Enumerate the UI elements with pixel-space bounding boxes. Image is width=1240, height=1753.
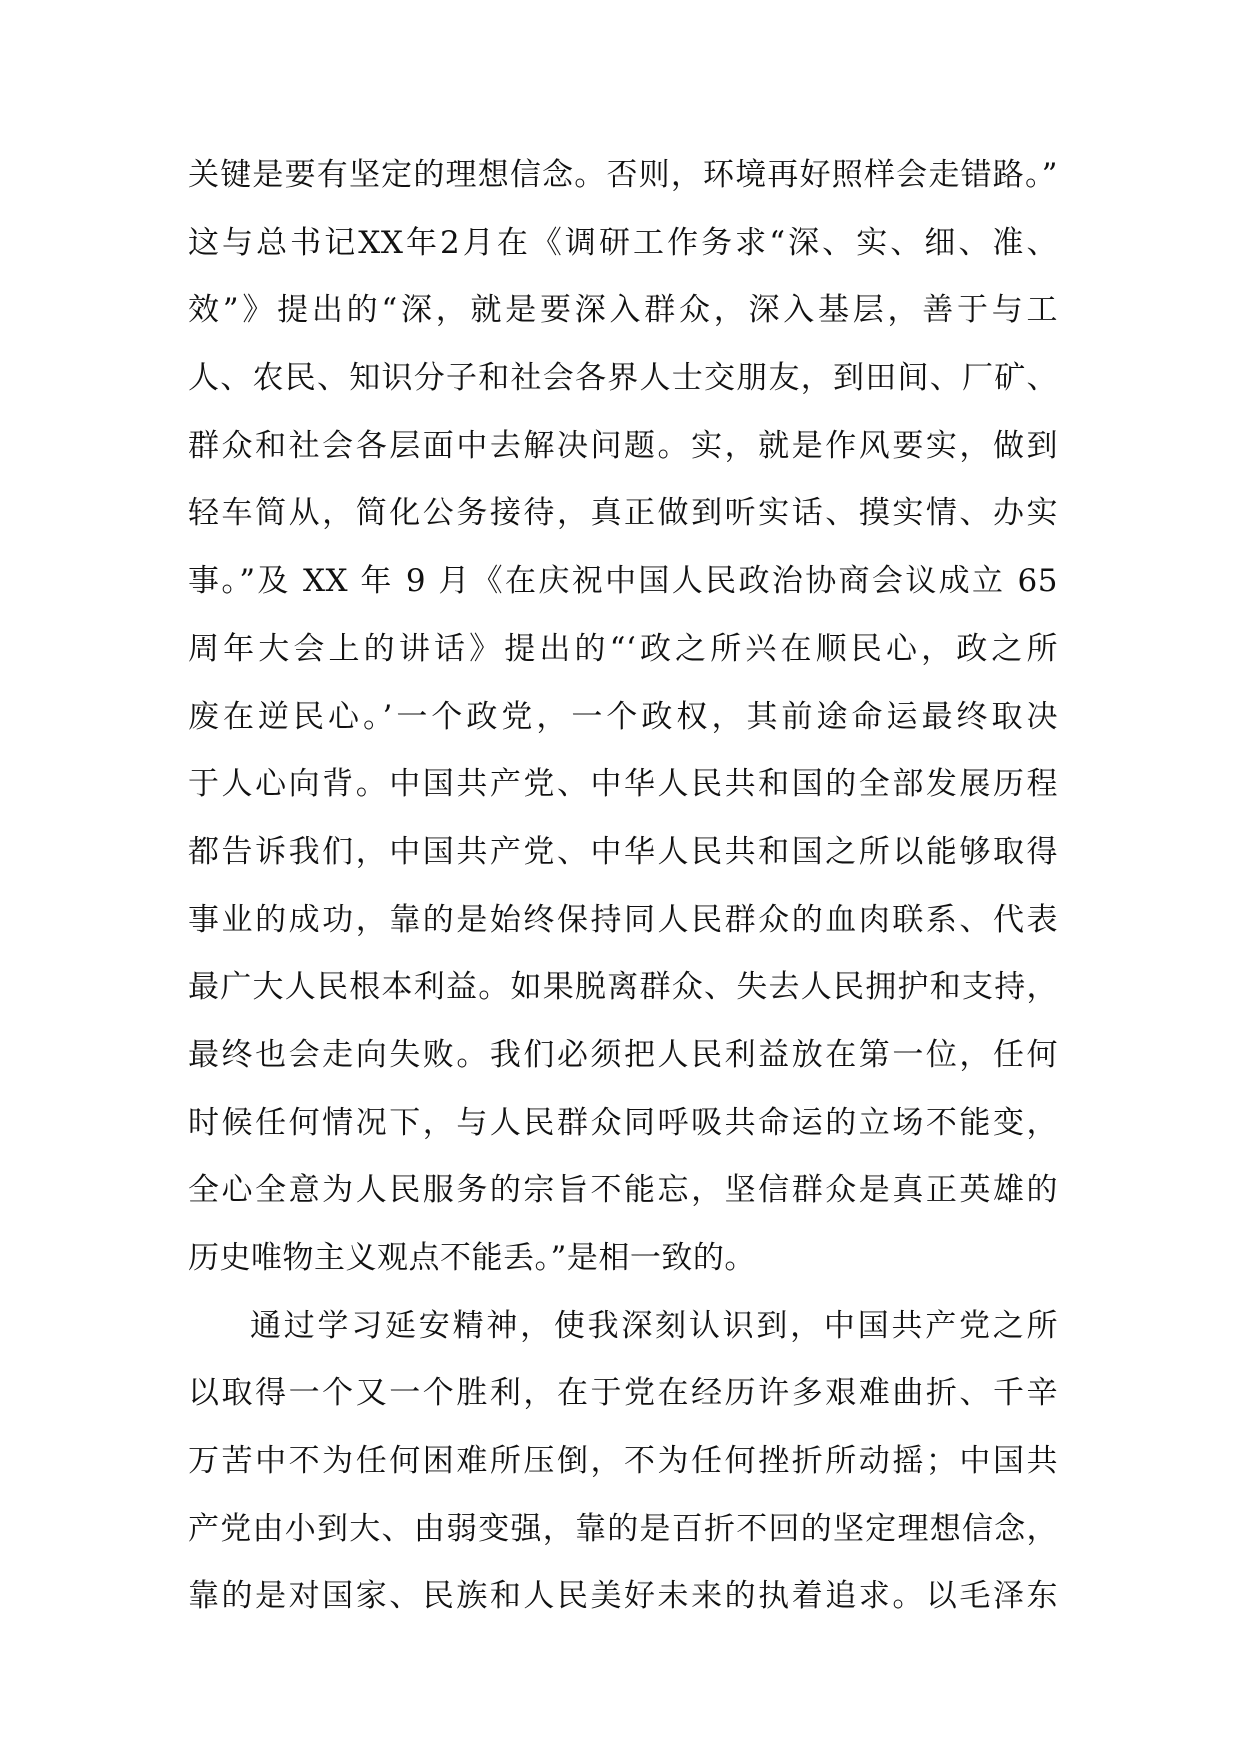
text-line: 周年大会上的讲话》提出的“‘政之所兴在顺民心，政之所: [188, 630, 1058, 667]
text-line: 全心全意为人民服务的宗旨不能忘，坚信群众是真正英雄的: [188, 1172, 1058, 1209]
text-line: 万苦中不为任何困难所压倒，不为任何挫折所动摇；中国共: [188, 1443, 1058, 1480]
text-line: 群众和社会各层面中去解决问题。实，就是作风要实，做到: [188, 427, 1058, 464]
text-line: 事业的成功，靠的是始终保持同人民群众的血肉联系、代表: [188, 901, 1058, 938]
text-line: 这与总书记XX年2月在《调研工作务求“深、实、细、准、: [188, 224, 1058, 261]
body-text: [188, 142, 1058, 1631]
paragraph-end-line: 历史唯物主义观点不能丢。”是相一致的。: [188, 1240, 756, 1276]
text-line: 废在逆民心。’一个政党，一个政权，其前途命运最终取决: [188, 698, 1058, 735]
text-line: 以取得一个又一个胜利，在于党在经历许多艰难曲折、千辛: [188, 1375, 1058, 1412]
text-line: 产党由小到大、由弱变强，靠的是百折不回的坚定理想信念，: [188, 1510, 1058, 1547]
text-line: 轻车简从，简化公务接待，真正做到听实话、摸实情、办实: [188, 495, 1058, 532]
text-line: 都告诉我们，中国共产党、中华人民共和国之所以能够取得: [188, 833, 1058, 870]
text-line: 于人心向背。中国共产党、中华人民共和国的全部发展历程: [188, 766, 1058, 803]
text-line: 最广大人民根本利益。如果脱离群众、失去人民拥护和支持，: [188, 969, 1058, 1006]
text-line: 人、农民、知识分子和社会各界人士交朋友，到田间、厂矿、: [188, 360, 1058, 397]
text-line: 最终也会走向失败。我们必须把人民利益放在第一位，任何: [188, 1036, 1058, 1073]
text-line: 靠的是对国家、民族和人民美好未来的执着追求。以毛泽东: [188, 1578, 1058, 1615]
text-line: 时候任何情况下，与人民群众同呼吸共命运的立场不能变，: [188, 1104, 1058, 1141]
text-line: 效”》提出的“深，就是要深入群众，深入基层，善于与工: [188, 292, 1058, 329]
paragraph-start-line: 通过学习延安精神，使我深刻认识到，中国共产党之所: [250, 1307, 1058, 1344]
text-line: 事。”及 XX 年 9 月《在庆祝中国人民政治协商会议成立 65: [188, 563, 1058, 600]
text-line: 关键是要有坚定的理想信念。否则，环境再好照样会走错路。”: [188, 157, 1058, 193]
